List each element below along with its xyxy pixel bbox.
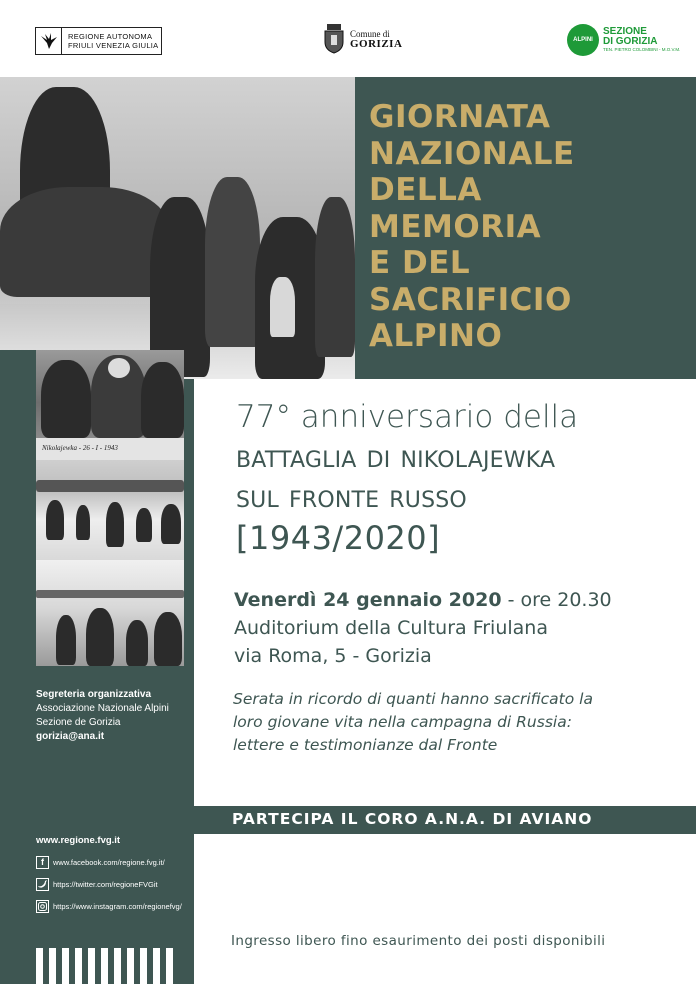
facebook-icon: f <box>36 856 49 869</box>
twitter-icon <box>36 878 49 891</box>
photo-caption: Nikolajewka - 26 - I - 1943 <box>42 444 118 452</box>
regione-fvg-logo <box>35 27 162 55</box>
eagle-icon <box>36 28 62 54</box>
ana-gorizia-logo <box>567 24 680 56</box>
anniversary-heading <box>236 397 578 559</box>
photo-caption-strip <box>36 438 184 460</box>
decorative-stripes <box>36 948 173 984</box>
historical-photo-main <box>0 77 355 379</box>
left-strip <box>0 350 36 380</box>
photo-march <box>36 560 184 666</box>
crest-icon <box>323 24 345 54</box>
regione-logo-text: REGIONE AUTONOMA FRIULI VENEZIA GIULIA <box>68 32 159 50</box>
event-details <box>234 586 612 670</box>
anniversary-line-2: battaglia di nikolajewka <box>236 439 556 475</box>
ana-badge-icon: ALPINI <box>567 24 599 56</box>
ana-logo-text: SEZIONE DI GORIZIA TEN. PIETRO COLOMBINI - M.O.V.M. <box>603 26 681 52</box>
instagram-icon <box>36 900 49 913</box>
event-address: via Roma, 5 - Gorizia <box>234 645 432 667</box>
comune-logo-text: Comune di GORIZIA <box>350 29 403 50</box>
historical-photo-stack <box>36 350 184 666</box>
comune-gorizia-logo <box>323 24 402 54</box>
event-time: - ore 20.30 <box>501 589 612 611</box>
header <box>0 0 696 77</box>
anniversary-line-3: sul fronte russo <box>236 479 467 515</box>
choir-text: PARTECIPA IL CORO A.N.A. DI AVIANO <box>232 810 593 828</box>
event-description: Serata in ricordo di quanti hanno sacrificato la loro giovane vita nella campagna di Russia: lettere e testimonianze dal Fronte <box>233 690 593 754</box>
organizer-heading: Segreteria organizzativa <box>36 689 152 700</box>
anniversary-line-1: 77° anniversario della <box>236 399 579 435</box>
website-link[interactable]: www.regione.fvg.it <box>36 835 121 846</box>
instagram-link[interactable]: https://www.instagram.com/regionefvg/ <box>36 897 182 915</box>
event-date: Venerdì 24 gennaio 2020 <box>234 589 502 611</box>
twitter-link[interactable]: https://twitter.com/regioneFVGit <box>36 875 182 893</box>
title-block <box>355 77 696 379</box>
admission-note: Ingresso libero fino esaurimento dei posti disponibili <box>231 933 606 949</box>
main-title: GIORNATA NAZIONALE DELLA MEMORIA E DEL SACRIFICIO ALPINO <box>369 99 575 354</box>
organizer-email[interactable]: gorizia@ana.it <box>36 731 105 742</box>
facebook-link[interactable]: f www.facebook.com/regione.fvg.it/ <box>36 853 182 871</box>
organizer-section: Sezione de Gorizia <box>36 717 121 728</box>
photo-soldiers-portrait <box>36 350 184 438</box>
anniversary-years: [1943/2020] <box>236 519 441 557</box>
social-links <box>36 835 182 919</box>
photo-snow-column <box>36 460 184 560</box>
organizer-info <box>36 688 169 744</box>
choir-banner <box>194 806 696 834</box>
organizer-name: Associazione Nazionale Alpini <box>36 703 169 714</box>
event-venue: Auditorium della Cultura Friulana <box>234 617 548 639</box>
